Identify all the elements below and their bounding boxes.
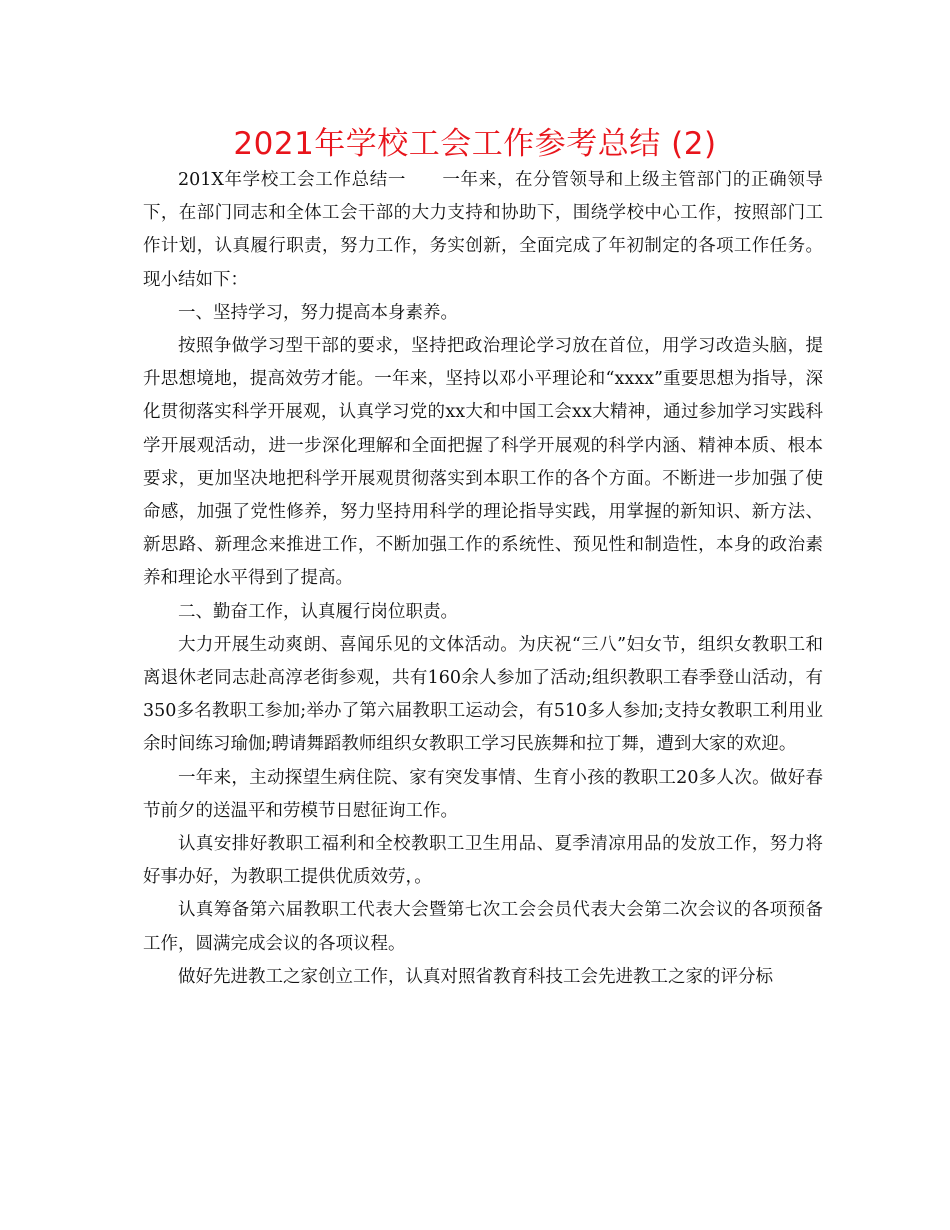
paragraph-welfare: 认真安排好教职工福利和全校教职工卫生用品、夏季清凉用品的发放工作，努力将好事办好，为教职工提供优质效劳，。 xyxy=(143,834,823,888)
paragraph-home-building: 做好先进教工之家创立工作，认真对照省教育科技工会先进教工之家的评分标 xyxy=(178,966,773,987)
paragraph-activities: 大力开展生动爽朗、喜闻乐见的文体活动。为庆祝“三八”妇女节，组织女教职工和离退休老同志赴高淳老街参观，共有160余人参加了活动;组织教职工春季登山活动，有350多名教职工参加;举办了第六届教职工运动会，有510多人参加;支持女教职工利用业余时间练习瑜伽;聘请舞蹈教师组织女教职工学习民族舞和拉丁舞，遭到大家的欢迎。 xyxy=(143,634,823,755)
paragraph-study: 按照争做学习型干部的要求，坚持把政治理论学习放在首位，用学习改造头脑，提升思想境地，提高效劳才能。一年来，坚持以邓小平理论和“xxxx”重要思想为指导，深化贯彻落实科学开展观，认真学习党的xx大和中国工会xx大精神，通过参加学习实践科学开展观活动，进一步深化理解和全面把握了科学开展观的科学内涵、精神本质、根本要求，更加坚决地把科学开展观贯彻落实到本职工作的各个方面。不断进一步加强了使命感，加强了党性修养，努力坚持用科学的理论指导实践，用掌握的新知识、新方法、新思路、新理念来推进工作，不断加强工作的系统性、预见性和制造性，本身的政治素养和理论水平得到了提高。 xyxy=(143,336,823,589)
section-heading-2: 二、勤奋工作，认真履行岗位职责。 xyxy=(178,601,458,622)
paragraph-congress: 认真筹备第六届教职工代表大会暨第七次工会会员代表大会第二次会议的各项预备工作，圆满完成会议的各项议程。 xyxy=(143,900,823,954)
paragraph-intro: 201X年学校工会工作总结一 一年来，在分管领导和上级主管部门的正确领导下，在部门同志和全体工会干部的大力支持和协助下，围绕学校中心工作，按照部门工作计划，认真履行职责，努力工作，务实创新，全面完成了年初制定的各项工作任务。现小结如下： xyxy=(143,170,823,290)
paragraph-visits: 一年来，主动探望生病住院、家有突发事情、生育小孩的教职工20多人次。做好春节前夕的送温平和劳模节日慰征询工作。 xyxy=(143,767,823,821)
document-body xyxy=(143,164,823,994)
section-heading-1: 一、坚持学习，努力提高本身素养。 xyxy=(178,302,458,323)
document-title: 2021年学校工会工作参考总结 (2) xyxy=(233,126,717,162)
